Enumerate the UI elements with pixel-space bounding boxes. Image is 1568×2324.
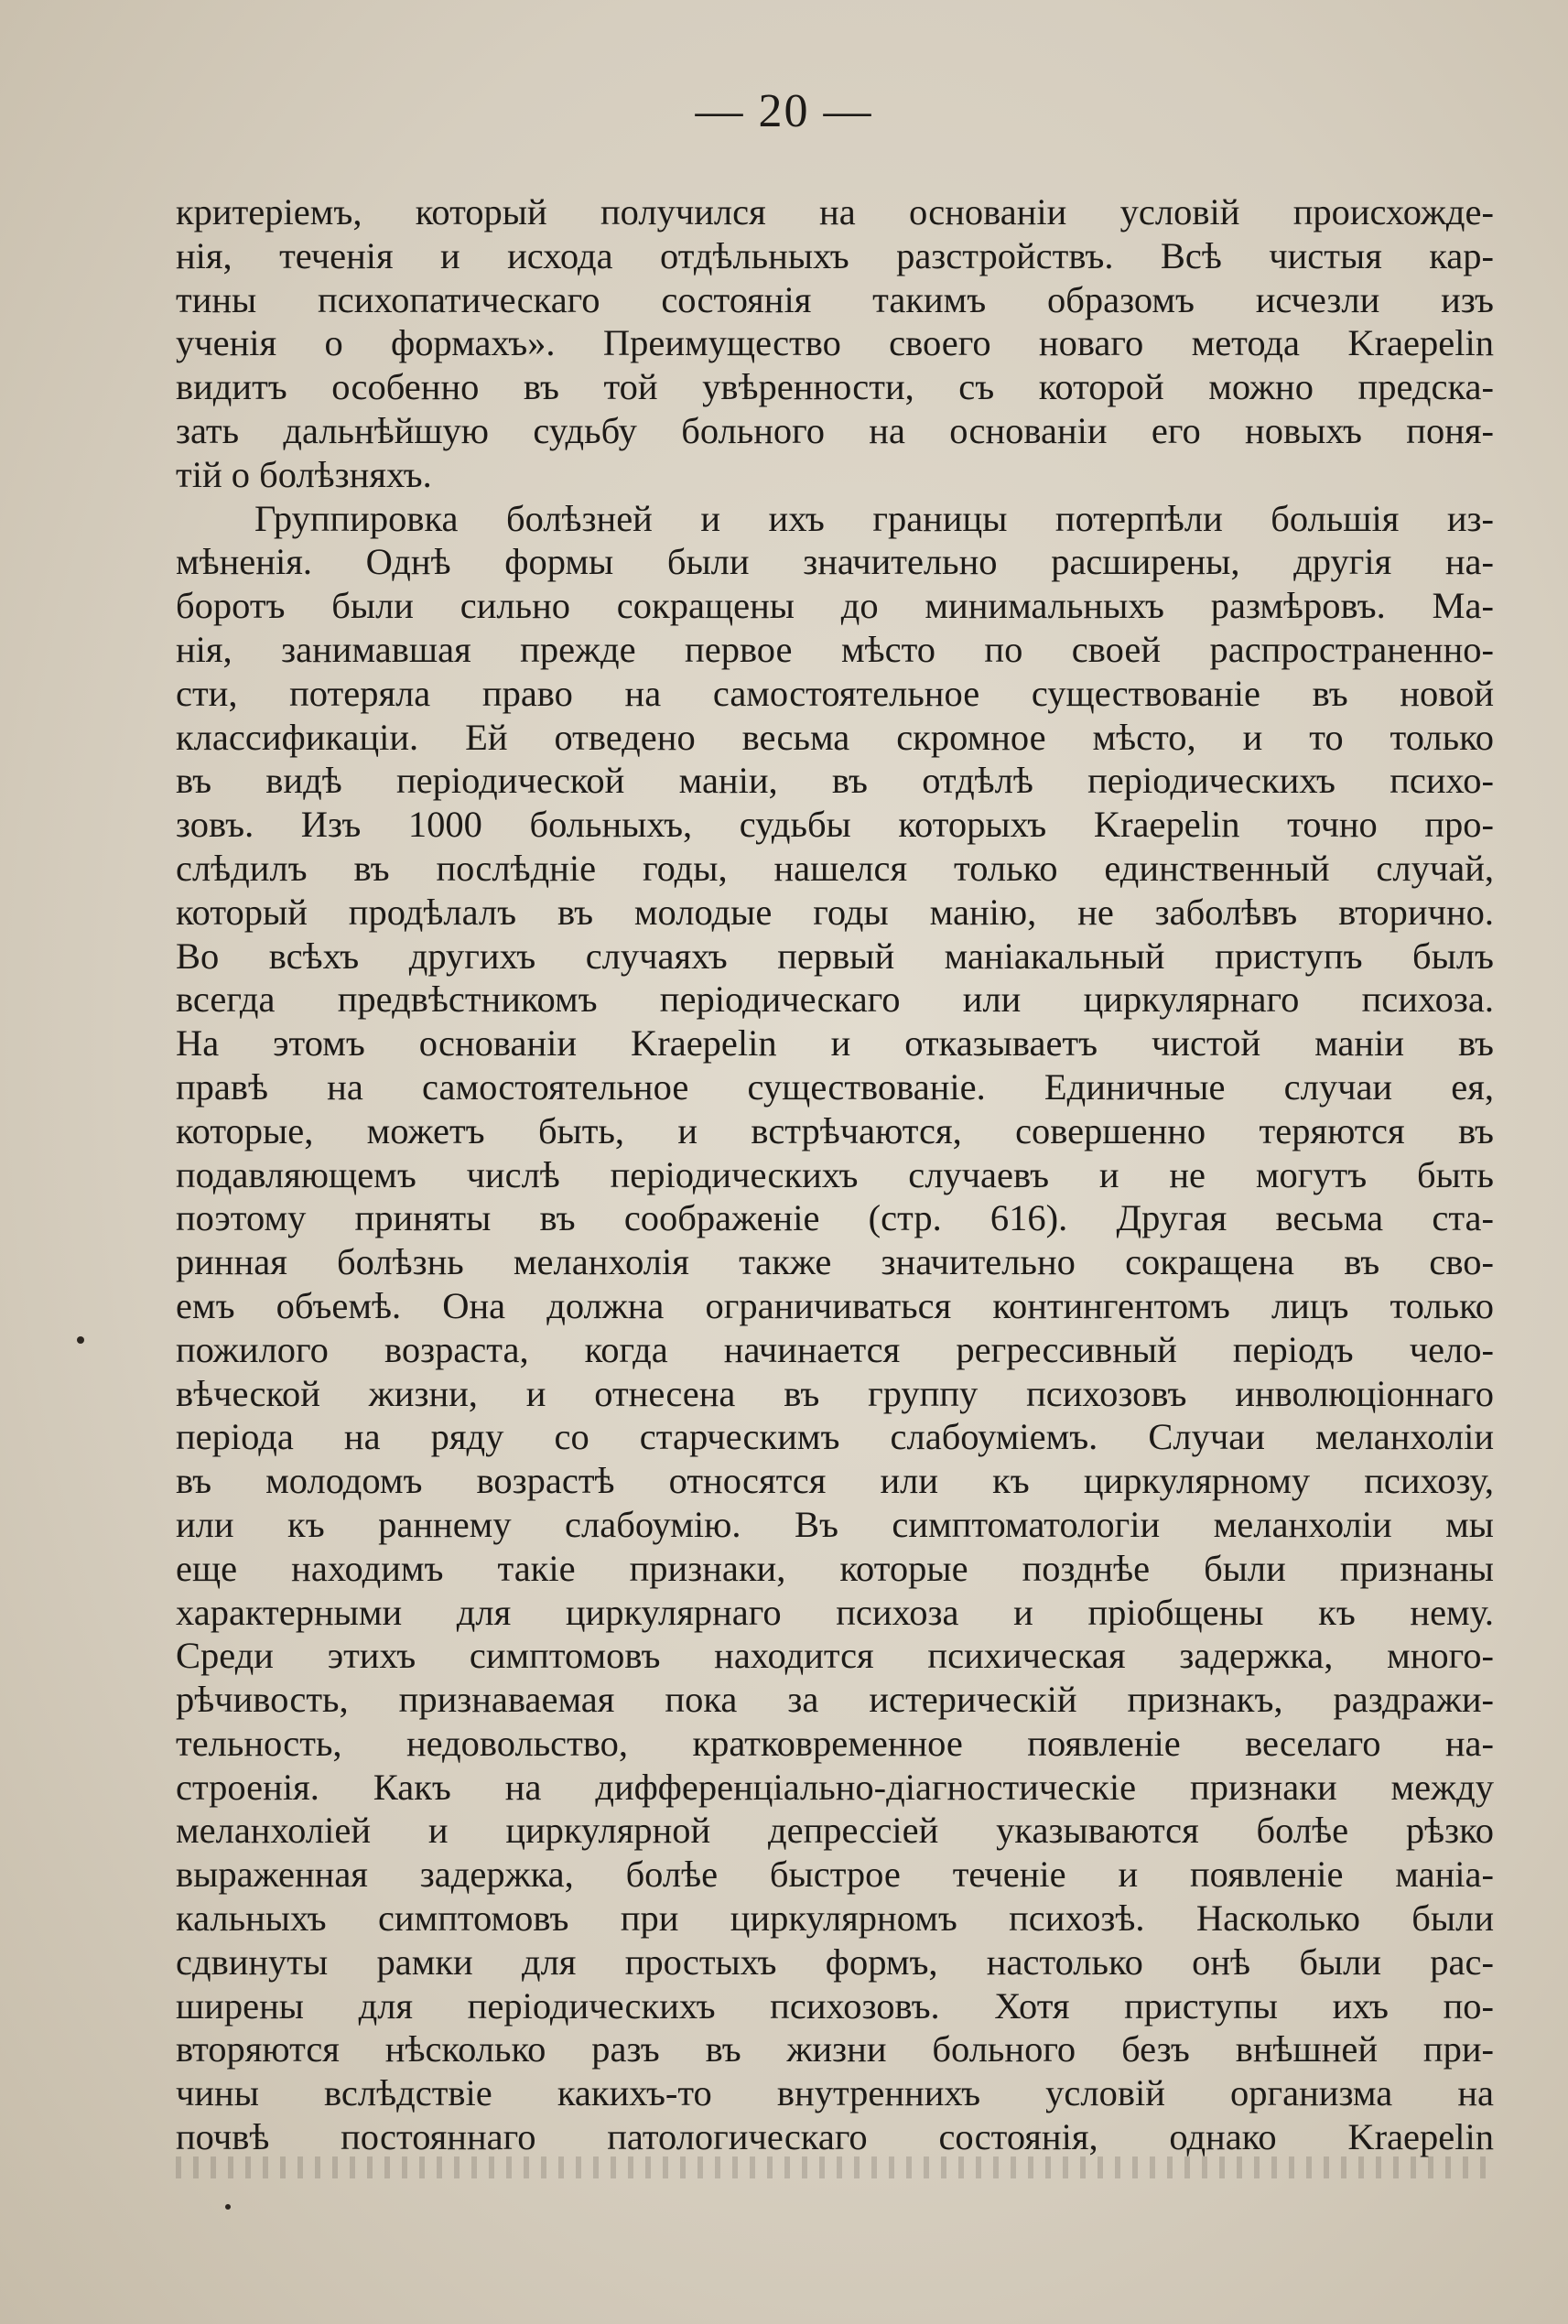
text-line: классификаціи. Ей отведено весьма скромное мѣсто, и то только bbox=[176, 716, 1494, 758]
text-line: боротъ были сильно сокращены до минимальныхъ размѣровъ. Ма- bbox=[176, 585, 1494, 627]
text-line: строенія. Какъ на дифференціально-діагностическіе признаки между bbox=[176, 1766, 1494, 1808]
text-line: вѣческой жизни, и отнесена въ группу психозовъ инволюціоннаго bbox=[176, 1372, 1494, 1414]
text-line: вторяются нѣсколько разъ въ жизни больного безъ внѣшней при- bbox=[176, 2028, 1494, 2070]
text-line: который продѣлалъ въ молодые годы манію, не заболѣвъ вторично. bbox=[176, 891, 1494, 933]
text-line: періода на ряду со старческимъ слабоуміемъ. Случаи меланхоліи bbox=[176, 1416, 1494, 1458]
text-line: рѣчивость, признаваемая пока за истерическій признакъ, раздражи- bbox=[176, 1679, 1494, 1721]
text-line: емъ объемѣ. Она должна ограничиваться контингентомъ лицъ только bbox=[176, 1284, 1494, 1326]
text-line: мѣненія. Однѣ формы были значительно расширены, другія на- bbox=[176, 541, 1494, 583]
text-line: ученія о формахъ». Преимущество своего новаго метода Kraepelin bbox=[176, 322, 1494, 364]
text-line: зовъ. Изъ 1000 больныхъ, судьбы которыхъ Kraepelin точно про- bbox=[176, 804, 1494, 846]
text-line: подавляющемъ числѣ періодическихъ случаевъ и не могутъ быть bbox=[176, 1153, 1494, 1195]
text-line: кальныхъ симптомовъ при циркулярномъ психозѣ. Насколько были bbox=[176, 1897, 1494, 1940]
text-line: или къ раннему слабоумію. Въ симптоматологіи меланхоліи мы bbox=[176, 1503, 1494, 1545]
text-line: На этомъ основаніи Kraepelin и отказываетъ чистой маніи въ bbox=[176, 1022, 1494, 1065]
text-line: еще находимъ такіе признаки, которые позднѣе были признаны bbox=[176, 1547, 1494, 1589]
body-text bbox=[176, 190, 1494, 2159]
text-line: которые, можетъ быть, и встрѣчаются, совершенно теряются въ bbox=[176, 1109, 1494, 1151]
text-line: ширены для періодическихъ психозовъ. Хотя приступы ихъ по- bbox=[176, 1984, 1494, 2027]
text-line: всегда предвѣстникомъ періодическаго или циркулярнаго психоза. bbox=[176, 978, 1494, 1021]
text-line: меланхоліей и циркулярной депрессіей указываются болѣе рѣзко bbox=[176, 1810, 1494, 1852]
text-line: правѣ на самостоятельное существованіе. Единичные случаи ея, bbox=[176, 1065, 1494, 1108]
text-line: тій о болѣзняхъ. bbox=[176, 453, 432, 495]
text-line: Во всѣхъ другихъ случаяхъ первый маніакальный приступъ былъ bbox=[176, 935, 1494, 977]
text-line: въ видѣ періодической маніи, въ отдѣлѣ періодическихъ психо- bbox=[176, 760, 1494, 802]
show-through-text bbox=[176, 2156, 1494, 2178]
text-line: почвѣ постояннаго патологическаго состоянія, однако Kraepelin bbox=[176, 2116, 1494, 2158]
text-line: тины психопатическаго состоянія такимъ образомъ исчезли изъ bbox=[176, 278, 1494, 320]
text-line: ринная болѣзнь меланхолія также значительно сокращена въ сво- bbox=[176, 1241, 1494, 1283]
text-line: сти, потеряла право на самостоятельное существованіе въ новой bbox=[176, 672, 1494, 714]
paragraph-first-line: Группировка болѣзней и ихъ границы потерпѣли большія из- bbox=[254, 497, 1494, 539]
text-line: видитъ особенно въ той увѣренности, съ которой можно предска- bbox=[176, 366, 1494, 408]
ink-speck bbox=[225, 2204, 231, 2210]
text-line: выраженная задержка, болѣе быстрое теченіе и появленіе маніа- bbox=[176, 1854, 1494, 1896]
text-line: нія, теченія и исхода отдѣльныхъ разстройствъ. Всѣ чистыя кар- bbox=[176, 234, 1494, 276]
text-line: въ молодомъ возрастѣ относятся или къ циркулярному психозу, bbox=[176, 1460, 1494, 1502]
text-line: слѣдилъ въ послѣдніе годы, нашелся только единственный случай, bbox=[176, 847, 1494, 889]
text-line: поэтому приняты въ соображеніе (стр. 616). Другая весьма ста- bbox=[176, 1197, 1494, 1239]
text-line: сдвинуты рамки для простыхъ формъ, настолько онѣ были рас- bbox=[176, 1940, 1494, 1983]
text-line: характерными для циркулярнаго психоза и пріобщены къ нему. bbox=[176, 1591, 1494, 1633]
page-number: — 20 — bbox=[695, 85, 873, 137]
ink-speck bbox=[77, 1336, 84, 1344]
text-line: пожилого возраста, когда начинается регрессивный періодъ чело- bbox=[176, 1328, 1494, 1370]
text-line: критеріемъ, который получился на основаніи условій происхожде- bbox=[176, 191, 1494, 232]
text-line: зать дальнѣйшую судьбу больного на основаніи его новыхъ поня- bbox=[176, 409, 1494, 451]
text-line: Среди этихъ симптомовъ находится психическая задержка, много- bbox=[176, 1635, 1494, 1677]
text-line: чины вслѣдствіе какихъ-то внутреннихъ условій организма на bbox=[176, 2072, 1494, 2114]
text-line: тельность, недовольство, кратковременное появленіе веселаго на- bbox=[176, 1722, 1494, 1764]
text-line: нія, занимавшая прежде первое мѣсто по своей распространенно- bbox=[176, 628, 1494, 670]
